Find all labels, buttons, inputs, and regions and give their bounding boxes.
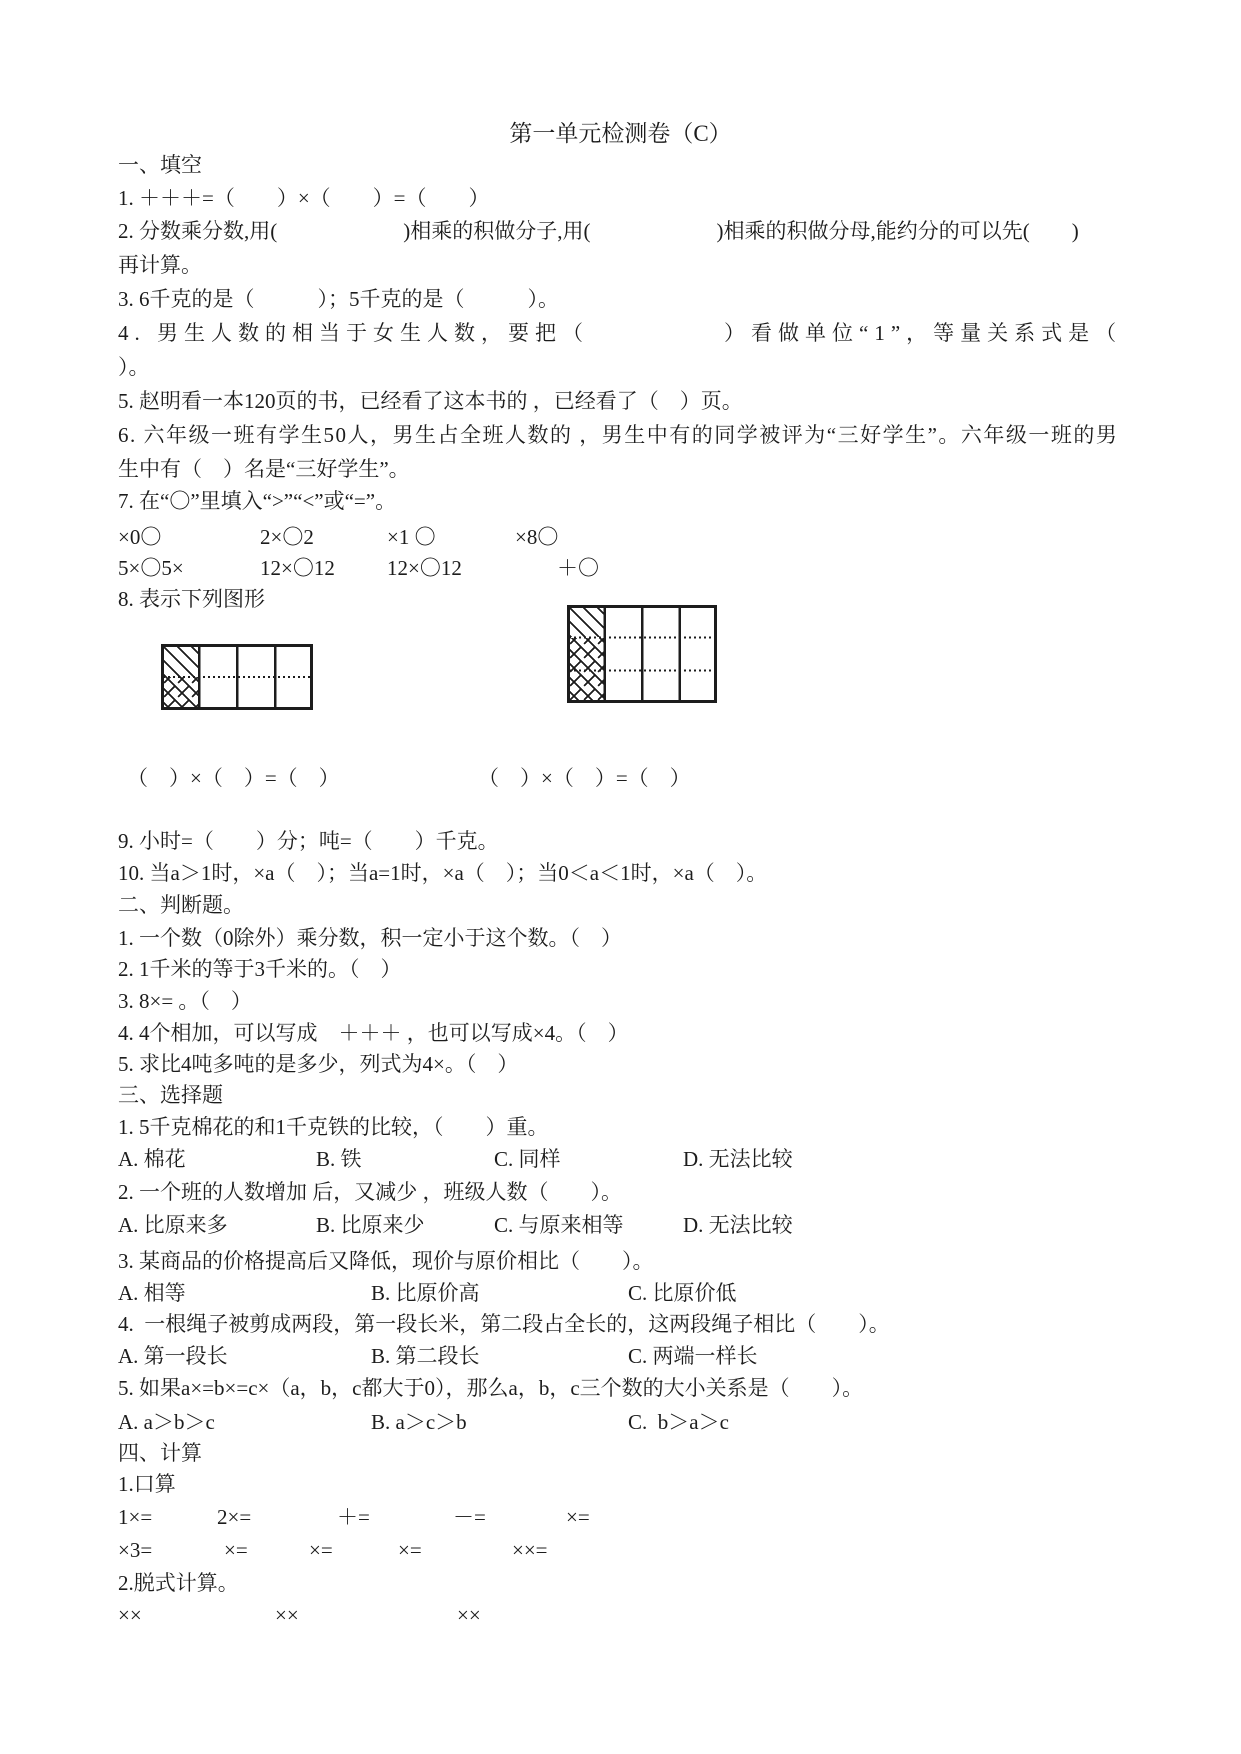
choice-option: C. 与原来相等 [494,1213,624,1237]
judge-item-2: 2. 1千米的等于3千米的。（ ） [118,957,402,981]
compare-expression: 12×〇12 [260,556,335,580]
fill-item-6-cont: 生中有（ ）名是“三好学生”。 [118,457,410,481]
fill-item-2-cont: 再计算。 [118,253,202,277]
oral-expression: ×= [398,1538,422,1562]
choice-option: B. 铁 [316,1147,362,1171]
choice-options-5 [0,1407,1241,1437]
compare-row-1 [0,522,1241,552]
choice-question-1: 1. 5千克棉花的和1千克铁的比较，（ ）重。 [118,1115,549,1139]
judge-item-1: 1. 一个数（0除外）乘分数，积一定小于这个数。（ ） [118,926,622,950]
fill-item-2: 2. 分数乘分数,用( )相乘的积做分子,用( )相乘的积做分母,能约分的可以先( ) [118,219,1079,243]
fill-item-8: 8. 表示下列图形 [118,587,265,611]
choice-question-3: 3. 某商品的价格提高后又降低，现价与原价相比（ ）。 [118,1249,654,1273]
fill-item-1: 1. ＋＋＋=（ ）×（ ）=（ ） [118,186,490,210]
calc-sub-1: 1.口算 [118,1472,176,1496]
compare-expression: ＋〇 [557,556,599,580]
stepwise-expression: ×× [275,1603,299,1627]
fill-item-6: 6. 六年级一班有学生50人，男生占全班人数的 ，男生中有的同学被评为“三好学生”。六年级一班的男 [118,423,1119,447]
choice-option: C. 两端一样长 [628,1344,758,1368]
compare-expression: 12×〇12 [387,556,462,580]
compare-expression: 2×〇2 [260,525,314,549]
choice-option: A. a＞b＞c [118,1410,215,1434]
choice-options-1 [0,1144,1241,1174]
compare-expression: ×0〇 [118,525,162,549]
stepwise-expression: ×× [118,1603,142,1627]
choice-option: B. 比原价高 [371,1281,480,1305]
fill-item-3: 3. 6千克的是（ ）；5千克的是（ ）。 [118,287,559,311]
compare-expression: ×1 〇 [387,525,436,549]
oral-expression: 1×= [118,1505,153,1529]
choice-option: B. 第二段长 [371,1344,480,1368]
oral-expression: ×= [309,1538,333,1562]
figure-equation: （ ）×（ ）=（ ） [478,766,691,790]
compare-expression: ×8〇 [515,525,559,549]
choice-option: B. 比原来少 [316,1213,425,1237]
choice-option: D. 无法比较 [683,1213,793,1237]
choice-option: D. 无法比较 [683,1147,793,1171]
section1-heading: 一、填空 [118,153,202,177]
choice-question-4: 4. 一根绳子被剪成两段，第一段长米，第二段占全长的，这两段绳子相比（ ）。 [118,1312,890,1336]
page-title: 第一单元检测卷（C） [509,121,732,146]
oral-expression: ＋= [337,1505,370,1529]
figure-equation-row [0,763,1241,793]
fill-item-9: 9. 小时=（ ）分；吨=（ ）千克。 [118,829,499,853]
oral-calc-row-1 [0,1502,1241,1532]
choice-options-3 [0,1278,1241,1308]
stepwise-calc-row [0,1600,1241,1630]
compare-expression: 5×〇5× [118,556,184,580]
choice-option: B. a＞c＞b [371,1410,467,1434]
calc-sub-2: 2.脱式计算。 [118,1571,239,1595]
oral-expression: ××= [512,1538,548,1562]
figure-equation: （ ）×（ ）=（ ） [127,766,340,790]
judge-item-4: 4. 4个相加，可以写成 ＋＋＋ ，也可以写成×4。（ ） [118,1021,629,1045]
section2-heading: 二、判断题。 [118,893,244,917]
choice-option: A. 第一段长 [118,1344,228,1368]
section4-heading: 四、计算 [118,1441,202,1465]
fill-item-4: 4. 男生人数的相当于女生人数，要把（ ）看做单位“1”，等量关系式是（ [118,321,1123,345]
oral-expression: 2×= [217,1505,252,1529]
fill-item-7: 7. 在“〇”里填入“>”“<”或“=”。 [118,489,397,513]
choice-option: C. 比原价低 [628,1281,737,1305]
fraction-diagram-right [567,605,717,708]
choice-option: A. 比原来多 [118,1213,228,1237]
choice-option: C. b＞a＞c [628,1410,729,1434]
fill-item-4-cont: ）。 [118,355,150,379]
fill-item-10: 10. 当a＞1时，×a（ ）；当a=1时，×a（ ）；当0＜a＜1时，×a（ ）。 [118,861,768,885]
oral-expression: ×= [566,1505,590,1529]
oral-calc-row-2 [0,1535,1241,1565]
stepwise-expression: ×× [457,1603,481,1627]
choice-option: A. 棉花 [118,1147,186,1171]
fraction-diagram-left [161,644,313,715]
judge-item-5: 5. 求比4吨多吨的是多少，列式为4×。（ ） [118,1052,519,1076]
oral-expression: －= [453,1505,486,1529]
choice-option: A. 相等 [118,1281,186,1305]
section3-heading: 三、选择题 [118,1083,223,1107]
choice-options-2 [0,1210,1241,1240]
choice-question-5: 5. 如果a×=b×=c×（a，b，c都大于0），那么a，b，c三个数的大小关系是（ ）。 [118,1376,864,1400]
oral-expression: ×= [224,1538,248,1562]
choice-question-2: 2. 一个班的人数增加 后，又减少 ，班级人数（ ）。 [118,1180,622,1204]
oral-expression: ×3= [118,1538,153,1562]
choice-options-4 [0,1341,1241,1371]
choice-option: C. 同样 [494,1147,561,1171]
compare-row-2 [0,553,1241,583]
judge-item-3: 3. 8×= 。（ ） [118,989,252,1013]
fill-item-5: 5. 赵明看一本120页的书，已经看了这本书的 ，已经看了（ ）页。 [118,389,743,413]
